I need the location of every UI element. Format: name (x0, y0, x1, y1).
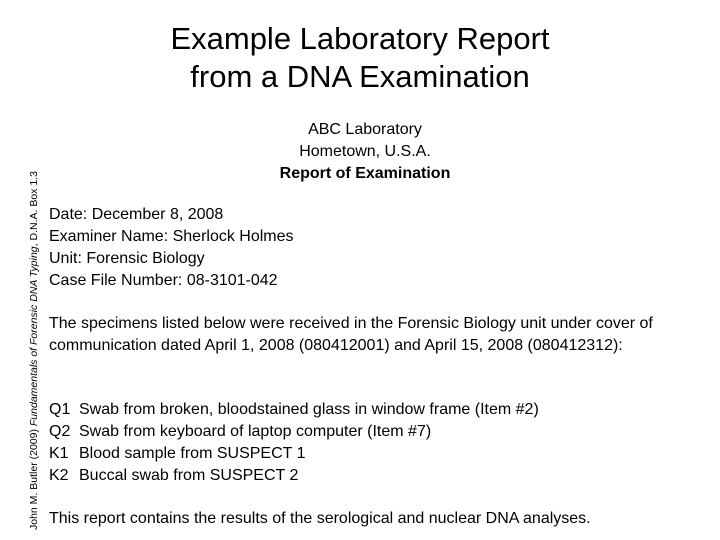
closing-statement: This report contains the results of the serological and nuclear DNA analyses. (49, 510, 591, 527)
citation-book-title: Fundamentals of Forensic DNA Typing (28, 246, 40, 427)
list-item (49, 421, 539, 443)
intro-paragraph: The specimens listed below were received in the Forensic Biology unit under cover of communication dated April 1, 2008 (080412001) and April 15, 2008 (080412312): (49, 315, 653, 354)
report-date: Date: December 8, 2008 (49, 206, 224, 223)
report-metadata (49, 204, 294, 292)
list-item (49, 465, 539, 487)
citation-author-year: John M. Butler (2009) (28, 426, 40, 530)
specimen-description: Blood sample from SUSPECT 1 (79, 445, 306, 462)
specimen-description: Buccal swab from SUSPECT 2 (79, 467, 299, 484)
slide-title (60, 20, 660, 96)
specimen-description: Swab from keyboard of laptop computer (Item #7) (79, 423, 432, 440)
specimen-description: Swab from broken, bloodstained glass in window frame (Item #2) (79, 401, 539, 418)
list-item (49, 443, 539, 465)
slide-title-line-2: from a DNA Examination (190, 59, 530, 94)
lab-header (240, 119, 490, 185)
specimen-code: K2 (49, 467, 69, 484)
specimen-code: K1 (49, 445, 69, 462)
list-item (49, 399, 539, 421)
specimen-code: Q1 (49, 401, 71, 418)
report-type: Report of Examination (279, 165, 451, 182)
unit-name: Unit: Forensic Biology (49, 250, 205, 267)
examiner-name: Examiner Name: Sherlock Holmes (49, 228, 294, 245)
slide-title-line-1: Example Laboratory Report (170, 21, 550, 56)
lab-location: Hometown, U.S.A. (299, 143, 431, 160)
case-file-number: Case File Number: 08-3101-042 (49, 272, 278, 289)
citation-suffix: , D.N.A. Box 1.3 (28, 171, 40, 247)
lab-name: ABC Laboratory (308, 121, 422, 138)
source-citation (26, 0, 42, 540)
specimen-code: Q2 (49, 423, 71, 440)
specimen-list (49, 399, 539, 487)
